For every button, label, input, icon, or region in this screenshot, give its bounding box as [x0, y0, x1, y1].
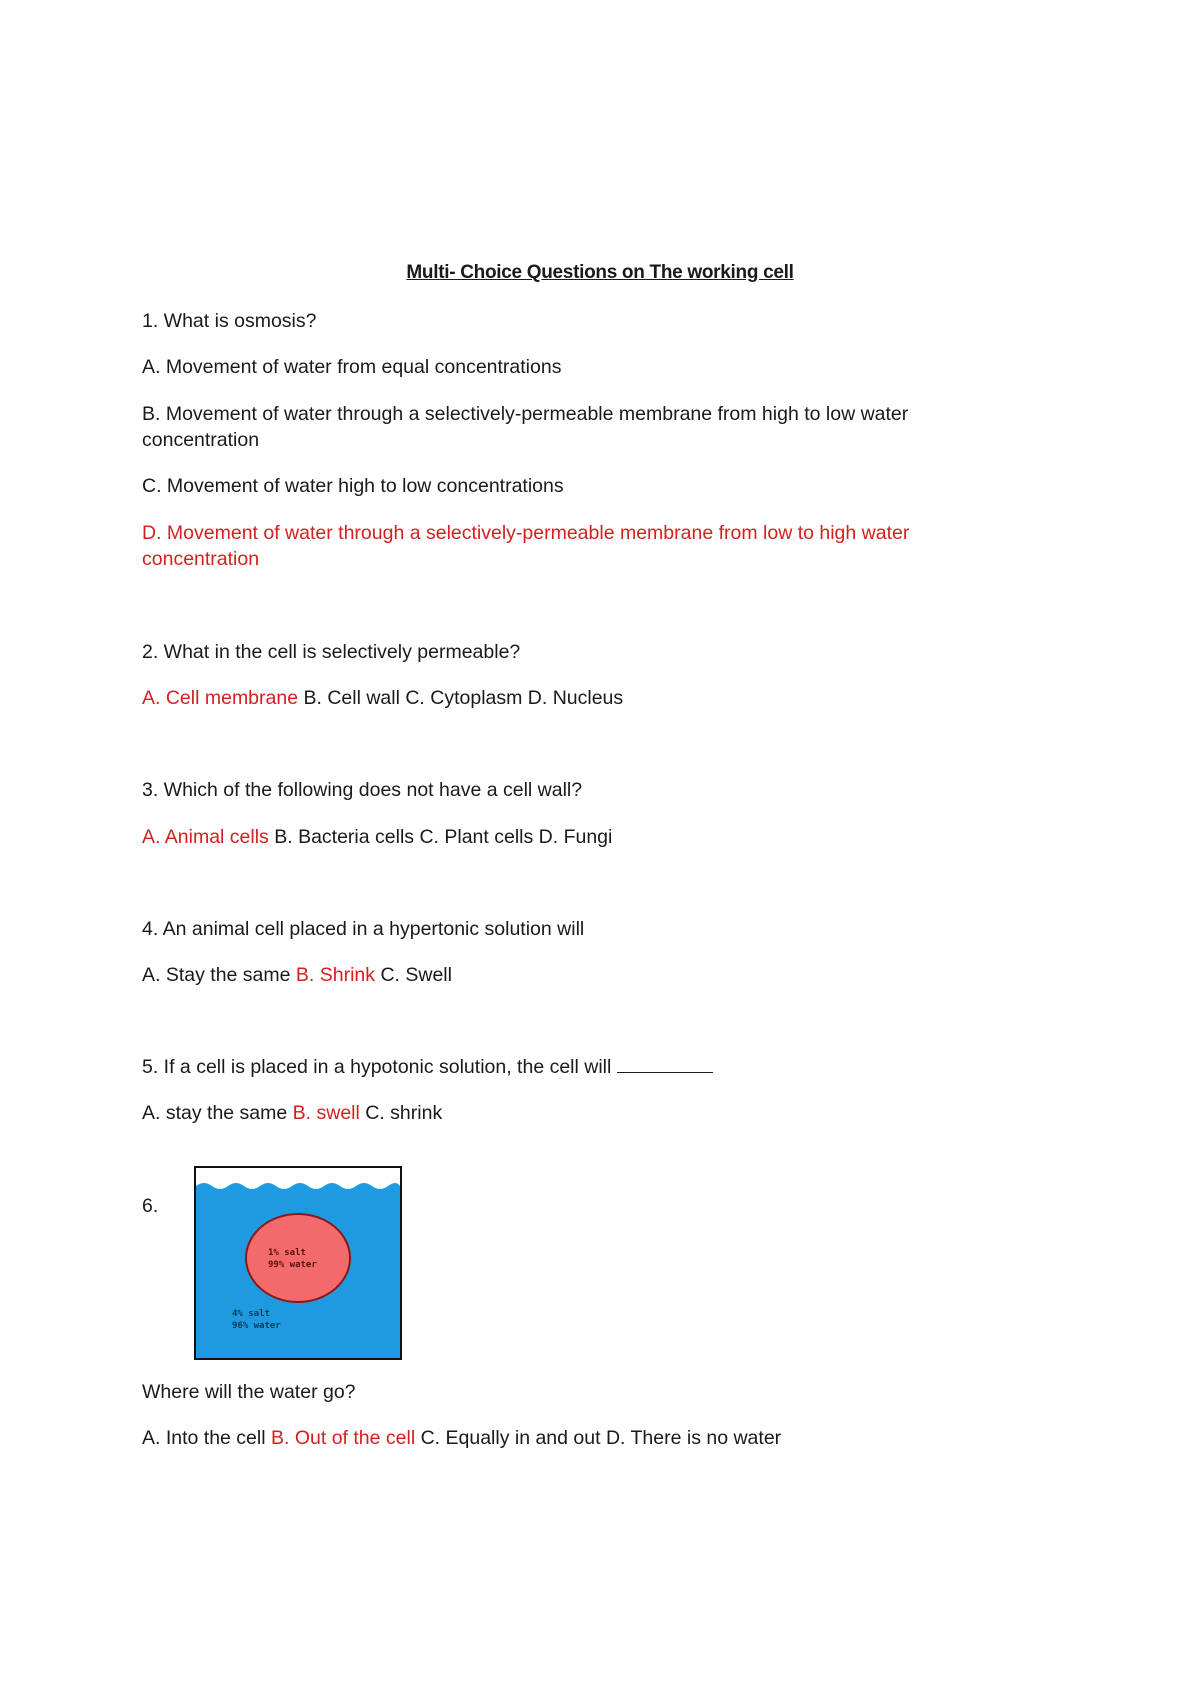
osmosis-diagram	[194, 1166, 402, 1360]
question-1: 1. What is osmosis?	[142, 310, 317, 332]
q5-answer: B. swell	[292, 1102, 360, 1124]
q6-other-options: C. Equally in and out D. There is no water	[415, 1427, 782, 1449]
solution-label-salt: 4% salt	[232, 1309, 270, 1319]
q5-option-c: C. shrink	[359, 1102, 443, 1124]
q3-answer: A. Animal cells	[142, 826, 269, 848]
question-3: 3. Which of the following does not have a cell wall?	[142, 779, 583, 801]
q4-options	[142, 962, 452, 988]
q6-options	[142, 1425, 781, 1451]
q1-option-d-answer: D. Movement of water through a selectively-permeable membrane from low to high water concentration	[142, 522, 910, 570]
answer-blank	[617, 1054, 713, 1073]
q3-other-options: B. Bacteria cells C. Plant cells D. Fungi	[268, 826, 613, 848]
q1-option-c: C. Movement of water high to low concentrations	[142, 475, 564, 497]
question-5	[142, 1054, 713, 1080]
q5-question-text: 5. If a cell is placed in a hypotonic solution, the cell will	[142, 1056, 617, 1078]
q4-option-c: C. Swell	[375, 964, 452, 986]
q2-other-options: B. Cell wall C. Cytoplasm D. Nucleus	[298, 687, 624, 709]
cell-label-water: 99% water	[268, 1260, 317, 1270]
question-2: 2. What in the cell is selectively permeable?	[142, 641, 521, 663]
q5-option-a: A. stay the same	[142, 1102, 293, 1124]
q1-option-b: B. Movement of water through a selectively-permeable membrane from high to low water concentration	[142, 403, 909, 451]
q4-option-a: A. Stay the same	[142, 964, 296, 986]
cell-label-salt: 1% salt	[268, 1248, 306, 1258]
question-4: 4. An animal cell placed in a hypertonic solution will	[142, 918, 585, 940]
q6-option-a: A. Into the cell	[142, 1427, 271, 1449]
cell	[246, 1214, 350, 1302]
q5-options	[142, 1100, 442, 1126]
q2-options	[142, 685, 623, 711]
q6-answer: B. Out of the cell	[271, 1427, 416, 1449]
solution-label-water: 96% water	[232, 1321, 281, 1331]
question-6: Where will the water go?	[142, 1381, 356, 1403]
page-title: Multi- Choice Questions on The working cell	[406, 262, 794, 283]
q3-options	[142, 824, 612, 850]
question-6-number: 6.	[142, 1195, 159, 1217]
q2-answer: A. Cell membrane	[142, 687, 299, 709]
q4-answer: B. Shrink	[295, 964, 376, 986]
q1-option-a: A. Movement of water from equal concentrations	[142, 356, 562, 378]
